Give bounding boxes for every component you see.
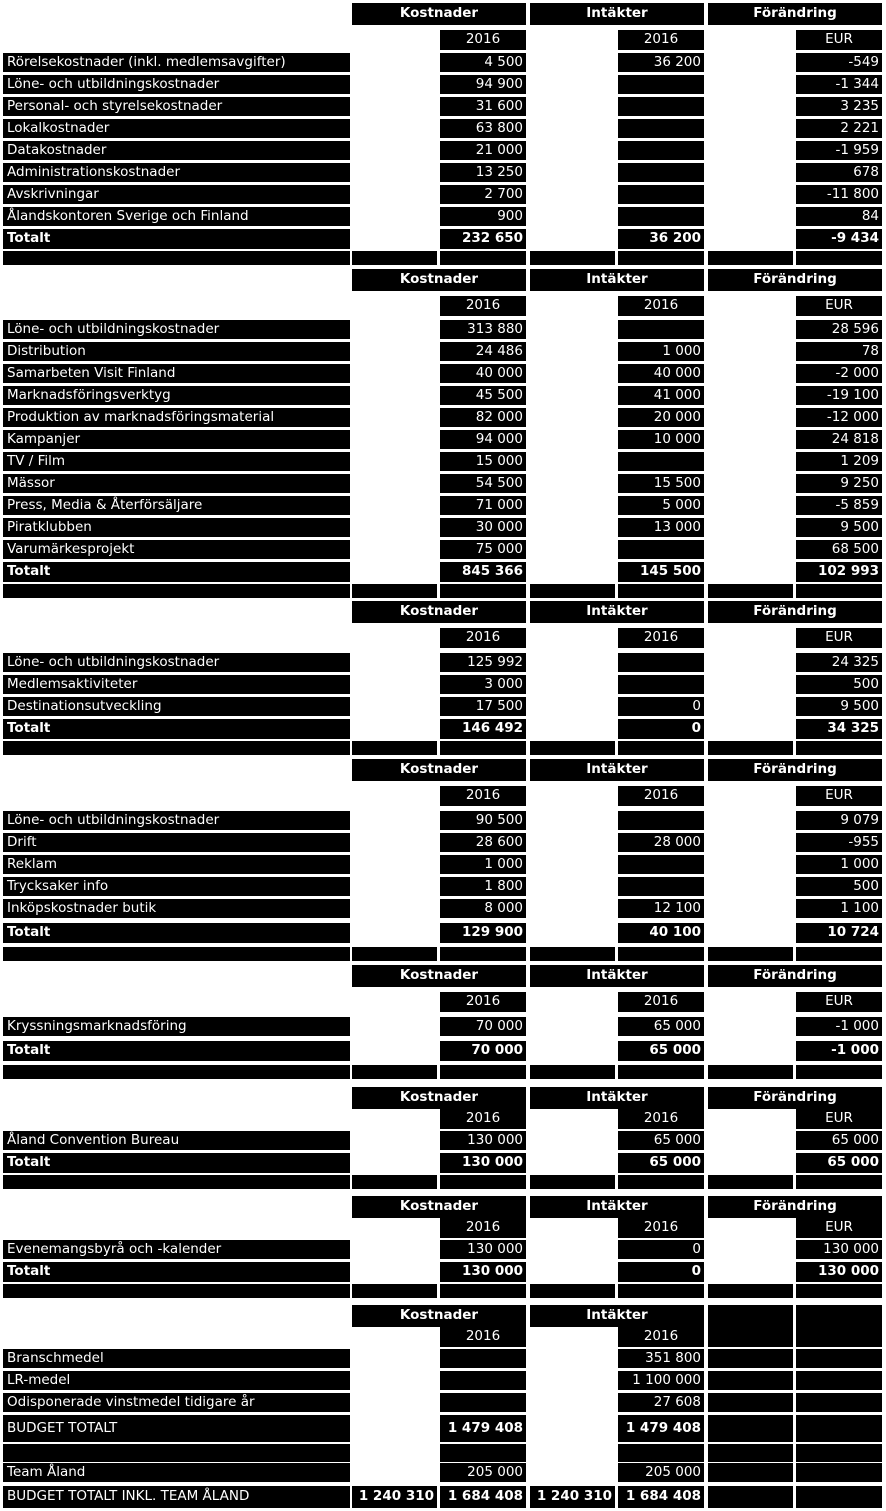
header-forandring: Förändring xyxy=(708,3,882,25)
income-value xyxy=(618,675,704,694)
change-value: -19 100 xyxy=(796,386,882,405)
change-value: 68 500 xyxy=(796,540,882,559)
total-label: Totalt xyxy=(3,229,350,249)
row-label: Odisponerade vinstmedel tidigare år xyxy=(3,1393,350,1412)
spacer-cell xyxy=(618,741,704,755)
spacer-cell xyxy=(352,1065,437,1079)
change-value: 2 221 xyxy=(796,119,882,138)
spacer-cell xyxy=(708,1284,793,1298)
income-value: 28 000 xyxy=(618,833,704,852)
spacer-cell xyxy=(618,1284,704,1298)
cost-value: 2 700 xyxy=(440,185,526,204)
change-value: -1 959 xyxy=(796,141,882,160)
change-value: 500 xyxy=(796,675,882,694)
row-label: Samarbeten Visit Finland xyxy=(3,364,350,383)
spacer-cell xyxy=(530,584,615,598)
spacer-cell xyxy=(708,1305,793,1327)
change-value: 9 250 xyxy=(796,474,882,493)
spacer-cell xyxy=(796,1065,882,1079)
cost-value: 125 992 xyxy=(440,653,526,672)
income-value xyxy=(618,540,704,559)
spacer-cell xyxy=(440,1284,526,1298)
row-label: Evenemangsbyrå och -kalender xyxy=(3,1240,350,1259)
subheader-unit: EUR xyxy=(796,296,882,316)
total-change: -1 000 xyxy=(796,1041,882,1061)
cost-value: 4 500 xyxy=(440,53,526,72)
change-value: 9 500 xyxy=(796,697,882,716)
subheader-unit: EUR xyxy=(796,1218,882,1238)
total-cost: 146 492 xyxy=(440,719,526,739)
row-label: Personal- och styrelsekostnader xyxy=(3,97,350,116)
income-value xyxy=(618,855,704,874)
header-kostnader: Kostnader xyxy=(352,1196,526,1218)
spacer-cell xyxy=(3,947,350,961)
change-value: -549 xyxy=(796,53,882,72)
subheader-unit: EUR xyxy=(796,1109,882,1129)
header-intakter: Intäkter xyxy=(530,1196,704,1218)
row-label: Distribution xyxy=(3,342,350,361)
spacer-cell xyxy=(796,584,882,598)
row-label: Administrationskostnader xyxy=(3,163,350,182)
change-value: 28 596 xyxy=(796,320,882,339)
subheader-unit: EUR xyxy=(796,786,882,806)
row-label: Ålandskontoren Sverige och Finland xyxy=(3,207,350,226)
row-label: Mässor xyxy=(3,474,350,493)
income-value: 20 000 xyxy=(618,408,704,427)
subheader-year-income: 2016 xyxy=(618,1327,704,1347)
spacer-cell xyxy=(708,1393,793,1412)
change-value: 9 500 xyxy=(796,518,882,537)
total-change: -9 434 xyxy=(796,229,882,249)
header-intakter: Intäkter xyxy=(530,601,704,623)
subheader-year-income: 2016 xyxy=(618,296,704,316)
spacer-cell xyxy=(796,741,882,755)
spacer-cell xyxy=(440,1444,526,1462)
spacer-cell xyxy=(796,1371,882,1390)
cost-value: 30 000 xyxy=(440,518,526,537)
cost-value: 130 000 xyxy=(440,1240,526,1259)
spacer-cell xyxy=(530,1175,615,1189)
income-value xyxy=(618,207,704,226)
cost-value: 94 900 xyxy=(440,75,526,94)
cost-value: 63 800 xyxy=(440,119,526,138)
cost-value: 71 000 xyxy=(440,496,526,515)
total-change: 34 325 xyxy=(796,719,882,739)
income-value xyxy=(618,653,704,672)
income-value: 41 000 xyxy=(618,386,704,405)
subheader-year-income: 2016 xyxy=(618,1218,704,1238)
change-value: 84 xyxy=(796,207,882,226)
budget-total-incl-value: 1 684 408 xyxy=(440,1486,526,1508)
cost-value: 70 000 xyxy=(440,1017,526,1036)
budget-total-incl-label: BUDGET TOTALT INKL. TEAM ÅLAND xyxy=(3,1486,350,1508)
cost-value: 130 000 xyxy=(440,1131,526,1150)
total-label: Totalt xyxy=(3,1262,350,1282)
change-value: -1 344 xyxy=(796,75,882,94)
subheader-year-cost: 2016 xyxy=(440,1218,526,1238)
spacer-cell xyxy=(708,251,793,265)
row-label: Inköpskostnader butik xyxy=(3,899,350,918)
cost-value: 82 000 xyxy=(440,408,526,427)
cost-value xyxy=(440,1371,526,1390)
spacer-cell xyxy=(708,1349,793,1368)
income-value xyxy=(618,185,704,204)
row-label: Branschmedel xyxy=(3,1349,350,1368)
cost-value: 1 800 xyxy=(440,877,526,896)
change-value: 1 000 xyxy=(796,855,882,874)
team-aland-income: 205 000 xyxy=(618,1463,704,1482)
spacer-cell xyxy=(796,1463,882,1482)
row-label: Löne- och utbildningskostnader xyxy=(3,320,350,339)
row-label: Avskrivningar xyxy=(3,185,350,204)
subheader-year-cost: 2016 xyxy=(440,30,526,50)
spacer-cell xyxy=(618,1444,704,1462)
spacer-cell xyxy=(708,1175,793,1189)
change-value: 9 079 xyxy=(796,811,882,830)
row-label: Kampanjer xyxy=(3,430,350,449)
budget-total-cost: 1 479 408 xyxy=(440,1415,526,1442)
team-aland-label: Team Åland xyxy=(3,1463,350,1482)
spacer-cell xyxy=(530,947,615,961)
income-value: 15 500 xyxy=(618,474,704,493)
spacer-cell xyxy=(708,1463,793,1482)
cost-value: 40 000 xyxy=(440,364,526,383)
cost-value: 13 250 xyxy=(440,163,526,182)
change-value: -955 xyxy=(796,833,882,852)
subheader-unit: EUR xyxy=(796,30,882,50)
spacer-cell xyxy=(796,1284,882,1298)
income-value xyxy=(618,97,704,116)
spacer-cell xyxy=(708,1415,793,1442)
subheader-year-cost: 2016 xyxy=(440,1109,526,1129)
income-value: 65 000 xyxy=(618,1017,704,1036)
header-intakter: Intäkter xyxy=(530,3,704,25)
spacer-cell xyxy=(796,1327,882,1347)
header-forandring: Förändring xyxy=(708,1087,882,1109)
income-value: 0 xyxy=(618,697,704,716)
cost-value: 28 600 xyxy=(440,833,526,852)
spacer-cell xyxy=(618,947,704,961)
total-label: Totalt xyxy=(3,923,350,943)
change-value: -12 000 xyxy=(796,408,882,427)
cost-value: 45 500 xyxy=(440,386,526,405)
change-value: 130 000 xyxy=(796,1240,882,1259)
spacer-cell xyxy=(352,1175,437,1189)
total-cost: 845 366 xyxy=(440,562,526,582)
total-income: 0 xyxy=(618,1262,704,1282)
change-value: 78 xyxy=(796,342,882,361)
total-cost: 129 900 xyxy=(440,923,526,943)
income-value: 27 608 xyxy=(618,1393,704,1412)
cost-value: 313 880 xyxy=(440,320,526,339)
income-value xyxy=(618,452,704,471)
change-value: 3 235 xyxy=(796,97,882,116)
spacer-cell xyxy=(352,741,437,755)
income-value xyxy=(618,163,704,182)
spacer-cell xyxy=(3,1065,350,1079)
header-kostnader: Kostnader xyxy=(352,269,526,291)
row-label: Lokalkostnader xyxy=(3,119,350,138)
total-income: 65 000 xyxy=(618,1153,704,1173)
row-label: Reklam xyxy=(3,855,350,874)
row-label: Trycksaker info xyxy=(3,877,350,896)
row-label: Löne- och utbildningskostnader xyxy=(3,75,350,94)
spacer-cell xyxy=(3,584,350,598)
spacer-cell xyxy=(796,1486,882,1508)
spacer-cell xyxy=(708,1065,793,1079)
spacer-cell xyxy=(440,1065,526,1079)
cost-value: 54 500 xyxy=(440,474,526,493)
total-income: 65 000 xyxy=(618,1041,704,1061)
row-label: Destinationsutveckling xyxy=(3,697,350,716)
income-value: 0 xyxy=(618,1240,704,1259)
total-change: 65 000 xyxy=(796,1153,882,1173)
cost-value: 21 000 xyxy=(440,141,526,160)
change-value: 24 818 xyxy=(796,430,882,449)
row-label: Åland Convention Bureau xyxy=(3,1131,350,1150)
budget-total-incl-value: 1 240 310 xyxy=(352,1486,437,1508)
spacer-cell xyxy=(3,1175,350,1189)
cost-value: 8 000 xyxy=(440,899,526,918)
change-value: -2 000 xyxy=(796,364,882,383)
spacer-cell xyxy=(796,947,882,961)
header-kostnader: Kostnader xyxy=(352,1305,526,1327)
income-value: 351 800 xyxy=(618,1349,704,1368)
income-value: 65 000 xyxy=(618,1131,704,1150)
spacer-cell xyxy=(530,1065,615,1079)
spacer-cell xyxy=(708,1327,793,1347)
total-change: 102 993 xyxy=(796,562,882,582)
header-kostnader: Kostnader xyxy=(352,1087,526,1109)
spacer-cell xyxy=(708,1444,793,1462)
header-forandring: Förändring xyxy=(708,269,882,291)
header-forandring: Förändring xyxy=(708,759,882,781)
row-label: Drift xyxy=(3,833,350,852)
subheader-year-income: 2016 xyxy=(618,1109,704,1129)
budget-total-label: BUDGET TOTALT xyxy=(3,1415,350,1442)
income-value: 1 100 000 xyxy=(618,1371,704,1390)
spacer-cell xyxy=(708,947,793,961)
row-label: Datakostnader xyxy=(3,141,350,160)
income-value: 13 000 xyxy=(618,518,704,537)
header-intakter: Intäkter xyxy=(530,1087,704,1109)
spacer-cell xyxy=(440,584,526,598)
spacer-cell xyxy=(530,251,615,265)
header-intakter: Intäkter xyxy=(530,965,704,987)
spacer-cell xyxy=(3,741,350,755)
header-kostnader: Kostnader xyxy=(352,759,526,781)
budget-total-income: 1 479 408 xyxy=(618,1415,704,1442)
change-value: 1 209 xyxy=(796,452,882,471)
spacer-cell xyxy=(618,1175,704,1189)
spacer-cell xyxy=(352,1284,437,1298)
cost-value xyxy=(440,1393,526,1412)
spacer-cell xyxy=(708,741,793,755)
cost-value: 90 500 xyxy=(440,811,526,830)
budget-total-incl-value: 1 684 408 xyxy=(618,1486,704,1508)
spacer-cell xyxy=(440,741,526,755)
spacer-cell xyxy=(440,947,526,961)
subheader-year-cost: 2016 xyxy=(440,786,526,806)
row-label: Piratklubben xyxy=(3,518,350,537)
row-label: TV / Film xyxy=(3,452,350,471)
spacer-cell xyxy=(796,1393,882,1412)
header-forandring: Förändring xyxy=(708,601,882,623)
total-label: Totalt xyxy=(3,719,350,739)
header-forandring: Förändring xyxy=(708,965,882,987)
header-intakter: Intäkter xyxy=(530,269,704,291)
subheader-year-income: 2016 xyxy=(618,628,704,648)
subheader-unit: EUR xyxy=(796,628,882,648)
spacer-cell xyxy=(530,1284,615,1298)
header-kostnader: Kostnader xyxy=(352,601,526,623)
row-label: Marknadsföringsverktyg xyxy=(3,386,350,405)
row-label: Löne- och utbildningskostnader xyxy=(3,653,350,672)
team-aland-cost: 205 000 xyxy=(440,1463,526,1482)
spacer-cell xyxy=(530,741,615,755)
cost-value: 1 000 xyxy=(440,855,526,874)
header-kostnader: Kostnader xyxy=(352,965,526,987)
header-kostnader: Kostnader xyxy=(352,3,526,25)
total-cost: 70 000 xyxy=(440,1041,526,1061)
income-value: 1 000 xyxy=(618,342,704,361)
subheader-unit: EUR xyxy=(796,992,882,1012)
row-label: Löne- och utbildningskostnader xyxy=(3,811,350,830)
change-value: 65 000 xyxy=(796,1131,882,1150)
cost-value: 75 000 xyxy=(440,540,526,559)
subheader-year-cost: 2016 xyxy=(440,296,526,316)
cost-value: 31 600 xyxy=(440,97,526,116)
change-value: -1 000 xyxy=(796,1017,882,1036)
spacer-cell xyxy=(618,1065,704,1079)
cost-value: 17 500 xyxy=(440,697,526,716)
cost-value: 900 xyxy=(440,207,526,226)
change-value: -11 800 xyxy=(796,185,882,204)
spacer-cell xyxy=(796,1349,882,1368)
total-income: 40 100 xyxy=(618,923,704,943)
spacer-cell xyxy=(352,947,437,961)
spacer-cell xyxy=(618,251,704,265)
row-label: Press, Media & Återförsäljare xyxy=(3,496,350,515)
spacer-cell xyxy=(796,1444,882,1462)
subheader-year-income: 2016 xyxy=(618,992,704,1012)
row-label: Varumärkesprojekt xyxy=(3,540,350,559)
header-intakter: Intäkter xyxy=(530,759,704,781)
spacer-cell xyxy=(708,1486,793,1508)
total-label: Totalt xyxy=(3,1153,350,1173)
change-value: -5 859 xyxy=(796,496,882,515)
spacer-cell xyxy=(3,251,350,265)
cost-value: 94 000 xyxy=(440,430,526,449)
spacer-cell xyxy=(796,251,882,265)
spacer-cell xyxy=(352,251,437,265)
row-label: Rörelsekostnader (inkl. medlemsavgifter) xyxy=(3,53,350,72)
total-label: Totalt xyxy=(3,1041,350,1061)
cost-value: 24 486 xyxy=(440,342,526,361)
income-value xyxy=(618,320,704,339)
income-value: 10 000 xyxy=(618,430,704,449)
cost-value xyxy=(440,1349,526,1368)
income-value: 12 100 xyxy=(618,899,704,918)
spacer-cell xyxy=(440,1175,526,1189)
income-value xyxy=(618,119,704,138)
subheader-year-cost: 2016 xyxy=(440,1327,526,1347)
spacer-cell xyxy=(440,251,526,265)
spacer-cell xyxy=(3,1284,350,1298)
spacer-cell xyxy=(796,1175,882,1189)
total-cost: 232 650 xyxy=(440,229,526,249)
spacer-cell xyxy=(708,584,793,598)
income-value: 36 200 xyxy=(618,53,704,72)
spacer-cell xyxy=(618,584,704,598)
spacer-cell xyxy=(796,1415,882,1442)
spacer-cell xyxy=(352,584,437,598)
change-value: 678 xyxy=(796,163,882,182)
spacer-cell xyxy=(708,1371,793,1390)
row-label: LR-medel xyxy=(3,1371,350,1390)
total-income: 0 xyxy=(618,719,704,739)
total-income: 36 200 xyxy=(618,229,704,249)
total-income: 145 500 xyxy=(618,562,704,582)
header-forandring: Förändring xyxy=(708,1196,882,1218)
subheader-year-income: 2016 xyxy=(618,786,704,806)
cost-value: 3 000 xyxy=(440,675,526,694)
change-value: 24 325 xyxy=(796,653,882,672)
row-label: Medlemsaktiviteter xyxy=(3,675,350,694)
spacer-cell xyxy=(796,1305,882,1327)
income-value: 5 000 xyxy=(618,496,704,515)
income-value xyxy=(618,811,704,830)
change-value: 500 xyxy=(796,877,882,896)
budget-total-incl-value: 1 240 310 xyxy=(530,1486,615,1508)
income-value xyxy=(618,141,704,160)
cost-value: 15 000 xyxy=(440,452,526,471)
total-cost: 130 000 xyxy=(440,1153,526,1173)
subheader-year-cost: 2016 xyxy=(440,992,526,1012)
income-value xyxy=(618,75,704,94)
change-value: 1 100 xyxy=(796,899,882,918)
total-change: 130 000 xyxy=(796,1262,882,1282)
row-label: Produktion av marknadsföringsmaterial xyxy=(3,408,350,427)
total-cost: 130 000 xyxy=(440,1262,526,1282)
income-value xyxy=(618,877,704,896)
subheader-year-income: 2016 xyxy=(618,30,704,50)
header-intakter: Intäkter xyxy=(530,1305,704,1327)
subheader-year-cost: 2016 xyxy=(440,628,526,648)
spacer-cell xyxy=(3,1444,350,1462)
total-label: Totalt xyxy=(3,562,350,582)
total-change: 10 724 xyxy=(796,923,882,943)
income-value: 40 000 xyxy=(618,364,704,383)
row-label: Kryssningsmarknadsföring xyxy=(3,1017,350,1036)
